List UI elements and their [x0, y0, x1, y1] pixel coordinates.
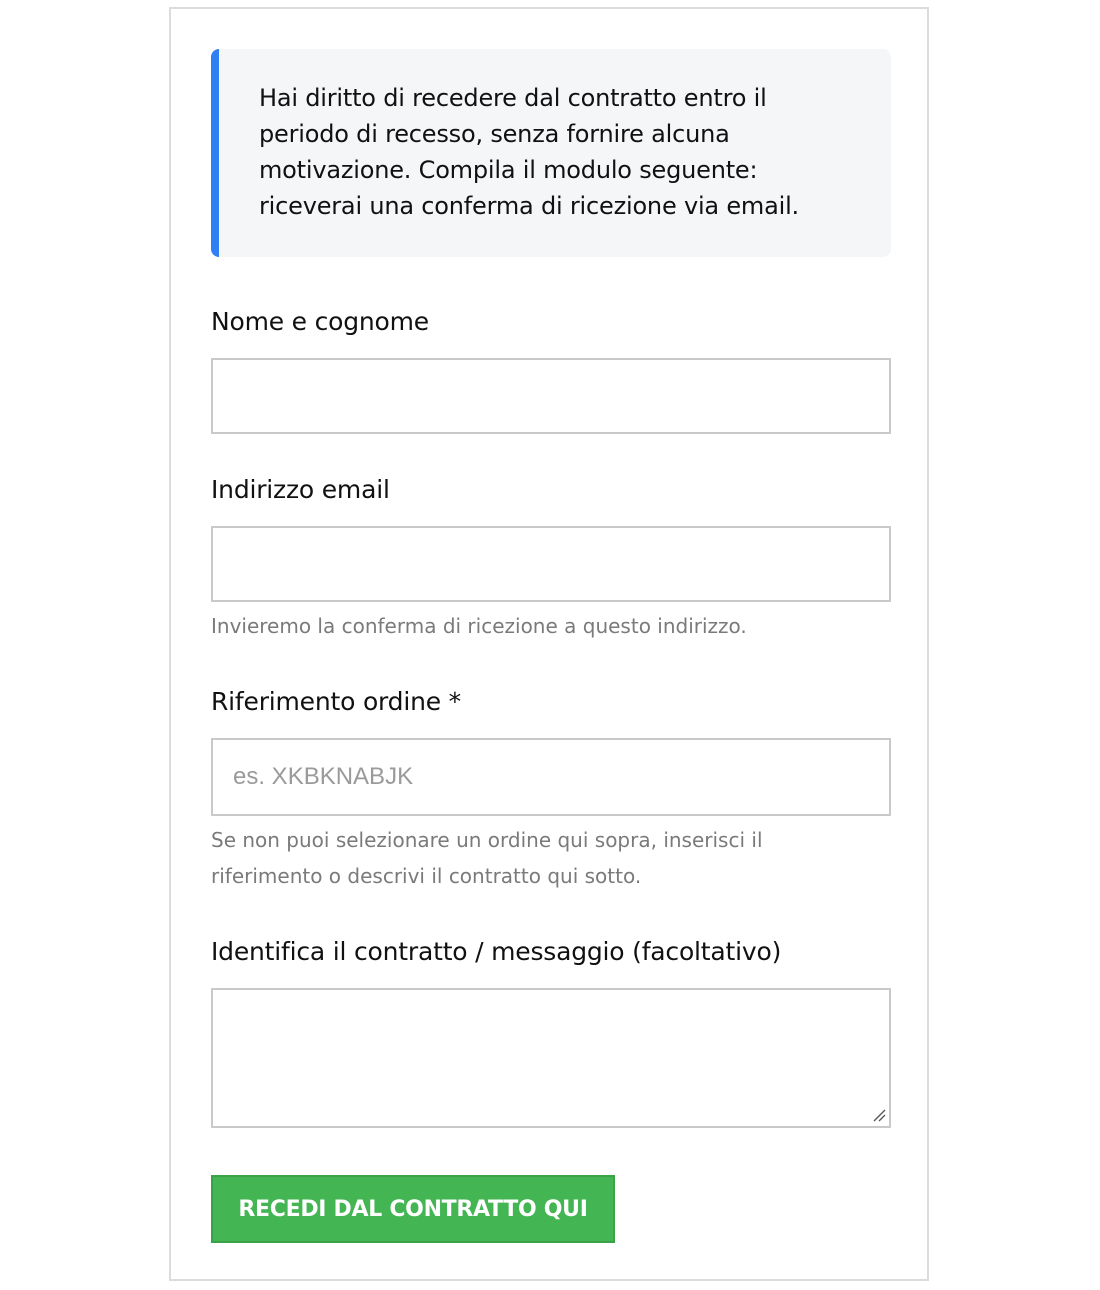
email-help-text: Invieremo la conferma di ricezione a questo indirizzo. — [211, 614, 747, 638]
withdrawal-form-card — [169, 7, 929, 1281]
order-help-line-2: riferimento o descrivi il contratto qui sotto. — [211, 864, 642, 888]
order-reference-label: Riferimento ordine * — [211, 687, 461, 716]
notice-text-line-4: riceverai una conferma di ricezione via email. — [259, 192, 799, 220]
info-notice — [211, 49, 891, 257]
message-label: Identifica il contratto / messaggio (facoltativo) — [211, 937, 782, 966]
email-label: Indirizzo email — [211, 475, 390, 504]
message-textarea[interactable] — [211, 988, 891, 1128]
withdraw-submit-button[interactable]: RECEDI DAL CONTRATTO QUI — [211, 1175, 615, 1243]
resize-handle-icon[interactable] — [872, 1108, 886, 1122]
order-help-line-1: Se non puoi selezionare un ordine qui sopra, inserisci il — [211, 828, 763, 852]
notice-text-line-3: motivazione. Compila il modulo seguente: — [259, 156, 758, 184]
name-field[interactable] — [211, 358, 891, 434]
email-field[interactable] — [211, 526, 891, 602]
notice-text-line-2: periodo di recesso, senza fornire alcuna — [259, 120, 730, 148]
order-reference-field[interactable] — [211, 738, 891, 816]
notice-text-line-1: Hai diritto di recedere dal contratto entro il — [259, 84, 767, 112]
name-label: Nome e cognome — [211, 307, 429, 336]
order-help-text — [211, 822, 851, 894]
